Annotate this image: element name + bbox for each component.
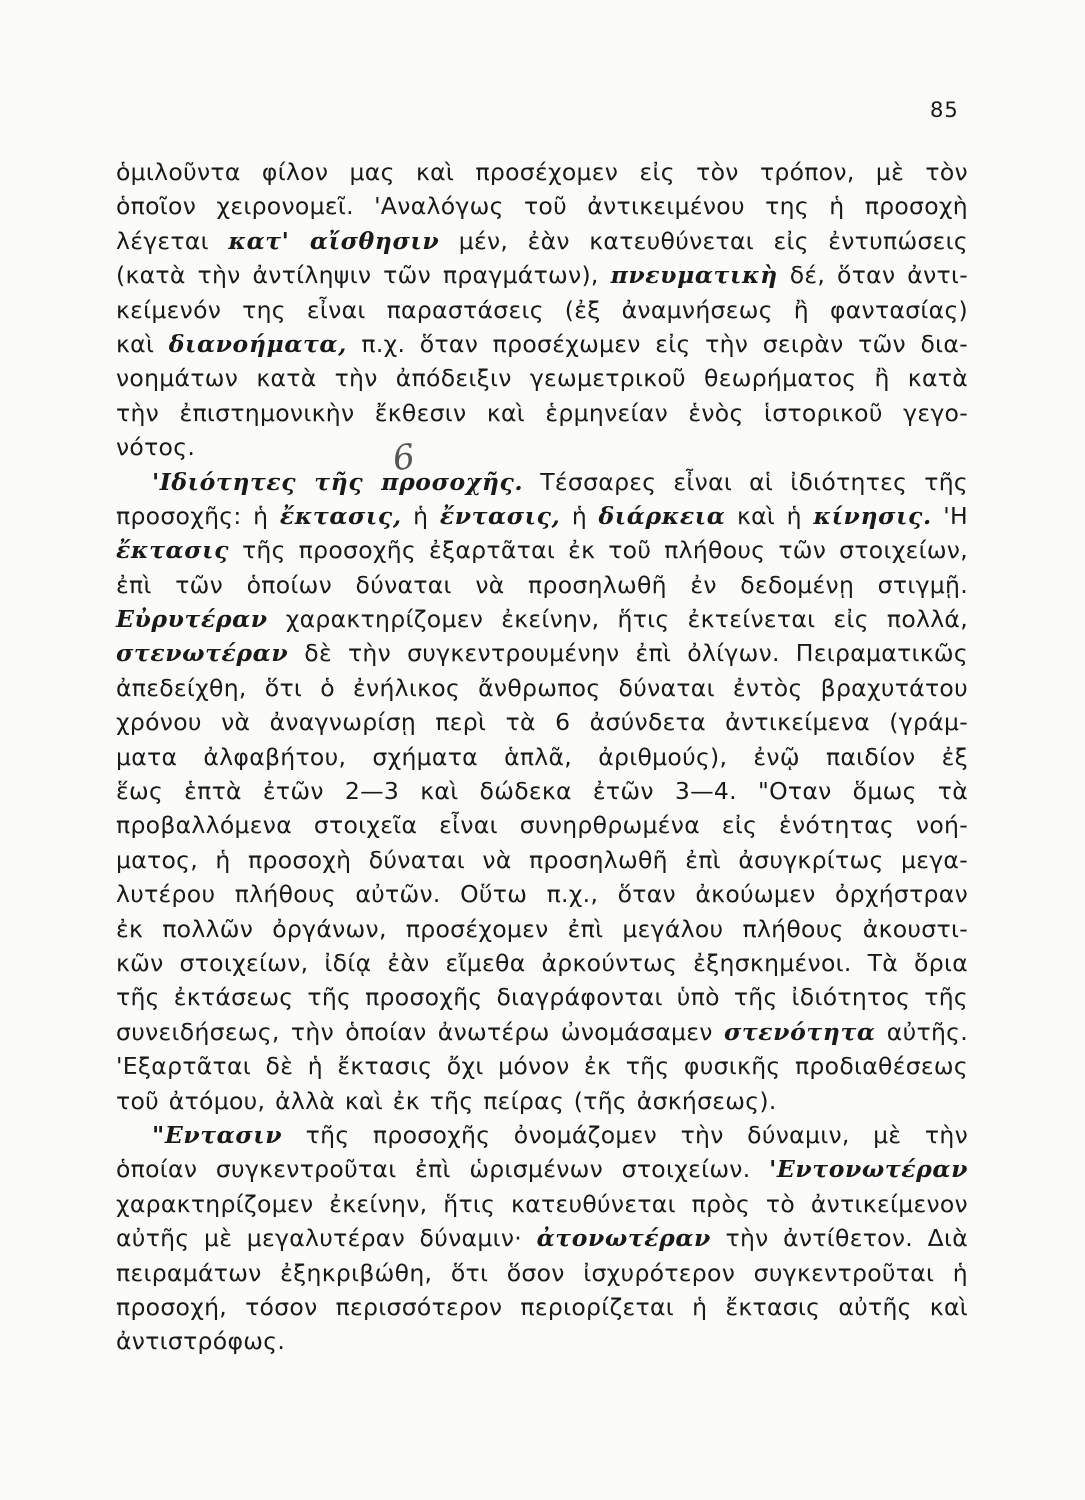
text-run: αὐτῆς. [875, 1017, 968, 1046]
text-run: μέν, ἐὰν κατευθύνεται εἰς ἐντυπώσεις [439, 226, 968, 255]
text-run: τὴν ἀντίθετον. Διὰ [710, 1224, 969, 1253]
text-line [116, 189, 968, 223]
text-run: αὐτῆς μὲ μεγαλυτέραν δύναμιν· [116, 1224, 537, 1253]
text-run: προσοχή, τόσον περισσότερον περιορίζεται ἡ ἔκτασις αὐτῆς καὶ [116, 1292, 968, 1321]
text-line [116, 465, 968, 499]
emphasized-term: "Εντασιν [152, 1120, 283, 1149]
text-line [116, 293, 968, 327]
text-run: ἀπεδείχθη, ὅτι ὁ ἐνήλικος ἄνθρωπος δύναται ἐντὸς βραχυτάτου [116, 673, 968, 702]
emphasized-term: κίνησις. [813, 501, 932, 530]
text-line [116, 602, 968, 636]
text-run: νότος. [116, 433, 196, 462]
text-line [116, 361, 968, 395]
text-run: τοῦ ἀτόμου, ἀλλὰ καὶ ἐκ τῆς πείρας (τῆς ἀσκήσεως). [116, 1086, 777, 1115]
text-run: Τέσσαρες εἶναι αἱ ἰδιότητες τῆς [523, 467, 969, 496]
text-run: τῆς προσοχῆς ὀνομάζομεν τὴν δύναμιν, μὲ τὴν [282, 1120, 968, 1149]
text-run: δὲ τὴν συγκεντρουμένην ἐπὶ ὀλίγων. Πειραματικῶς [288, 639, 968, 668]
text-run: ὁποίαν συγκεντροῦται ἐπὶ ὡρισμένων στοιχείων. [116, 1155, 770, 1184]
text-run: προβαλλόμενα στοιχεῖα εἶναι συνηρθρωμένα εἰς ἑνότητας νοή- [116, 811, 968, 840]
text-line [116, 1152, 968, 1186]
text-run: ὁμιλοῦντα φίλον μας καὶ προσέχομεν εἰς τὸν τρόπον, μὲ τὸν [116, 158, 968, 186]
emphasized-term: διανοήματα, [168, 329, 347, 358]
emphasized-term: κατ' αἴσθησιν [228, 226, 440, 255]
text-line [116, 912, 968, 946]
text-line [116, 499, 968, 533]
text-line [116, 671, 968, 705]
text-run: καὶ [116, 329, 169, 358]
text-run: ἐπὶ τῶν ὁποίων δύναται νὰ προσηλωθῆ ἐν δεδομένῃ στιγμῇ. [116, 570, 968, 599]
text-run: ὁποῖον χειρονομεῖ. 'Αναλόγως τοῦ ἀντικειμένου της ἡ προσοχὴ [116, 192, 968, 221]
text-run: δέ, ὅταν ἀντι- [777, 261, 968, 290]
emphasized-term: διάρκεια [598, 501, 726, 530]
text-line [116, 1221, 968, 1255]
text-line [116, 533, 968, 567]
emphasized-term: στενωτέραν [116, 639, 289, 668]
text-line [116, 980, 968, 1014]
text-line [116, 1049, 968, 1083]
text-run: (κατὰ τὴν ἀντίληψιν τῶν πραγμάτων), [116, 261, 611, 290]
emphasized-term: ἔκτασις, [279, 501, 402, 530]
text-run: προσοχῆς: ἡ [116, 501, 280, 530]
text-line [116, 877, 968, 911]
text-run: ματος, ἡ προσοχὴ δύναται νὰ προσηλωθῆ ἐπὶ ἀσυγκρίτως μεγα- [116, 845, 968, 874]
text-run: νοημάτων κατὰ τὴν ἀπόδειξιν γεωμετρικοῦ θεωρήματος ἢ κατὰ [116, 364, 968, 393]
text-run: καὶ ἡ [725, 501, 814, 530]
emphasized-term: 'Ιδιότητες τῆς προσοχῆς. [152, 467, 524, 496]
text-line [116, 1290, 968, 1324]
text-line [116, 636, 968, 670]
text-run: ἐκ πολλῶν ὀργάνων, προσέχομεν ἐπὶ μεγάλου πλήθους ἀκουστι- [116, 914, 968, 943]
text-line [116, 430, 968, 464]
text-line [116, 1015, 968, 1049]
text-line [116, 705, 968, 739]
text-run: τῆς ἐκτάσεως τῆς προσοχῆς διαγράφονται ὑπὸ τῆς ἰδιότητος τῆς [116, 983, 968, 1012]
emphasized-term: 'Εντονωτέραν [769, 1155, 968, 1184]
text-line [116, 808, 968, 842]
text-line [116, 1118, 968, 1152]
text-line [116, 1256, 968, 1290]
text-run: ματα ἀλφαβήτου, σχήματα ἁπλᾶ, ἀριθμούς), ἐνῷ παιδίον ἐξ [116, 742, 968, 771]
text-line [116, 396, 968, 430]
text-line [116, 327, 968, 361]
text-line [116, 774, 968, 808]
text-line [116, 1084, 968, 1118]
text-run: 'Η [931, 501, 968, 530]
text-line [116, 224, 968, 258]
emphasized-term: ἔκτασις [116, 536, 230, 565]
text-run: κῶν στοιχείων, ἰδίᾳ ἐὰν εἴμεθα ἀρκούντως ἐξησκημένοι. Τὰ ὅρια [116, 948, 968, 977]
text-run: κείμενόν της εἶναι παραστάσεις (ἐξ ἀναμνήσεως ἢ φαντασίας) [116, 295, 968, 324]
page-number: 85 [930, 98, 959, 122]
text-line [116, 946, 968, 980]
emphasized-term: Εὐρυτέραν [116, 605, 268, 634]
text-run: ἕως ἑπτὰ ἐτῶν 2—3 καὶ δώδεκα ἐτῶν 3—4. "Οταν ὅμως τὰ [116, 777, 968, 806]
text-run: ἡ [560, 501, 599, 530]
text-run: χαρακτηρίζομεν ἐκείνην, ἥτις ἐκτείνεται εἰς πολλά, [267, 605, 968, 634]
text-run: πειραμάτων ἐξηκριβώθη, ὅτι ὅσον ἰσχυρότερον συγκεντροῦται ἡ [116, 1258, 968, 1287]
emphasized-term: ἔντασις, [439, 501, 561, 530]
text-run: π.χ. ὅταν προσέχωμεν εἰς τὴν σειρὰν τῶν δια- [346, 329, 968, 358]
text-run: ἀντιστρόφως. [116, 1327, 286, 1356]
text-run: ἡ [401, 501, 440, 530]
text-line [116, 740, 968, 774]
text-run: λέγεται [116, 226, 229, 255]
text-run: χρόνου νὰ ἀναγνωρίσῃ περὶ τὰ 6 ἀσύνδετα ἀντικείμενα (γράμ- [116, 708, 968, 737]
handwritten-margin-note: 6 [390, 436, 418, 480]
text-line [116, 568, 968, 602]
text-run: συνειδήσεως, τὴν ὁποίαν ἀνωτέρω ὠνομάσαμεν [116, 1017, 724, 1046]
text-run: 'Εξαρτᾶται δὲ ἡ ἔκτασις ὄχι μόνον ἐκ τῆς φυσικῆς προδιαθέσεως [116, 1052, 968, 1081]
text-line [116, 1187, 968, 1221]
text-line [116, 155, 968, 189]
emphasized-term: στενότητα [723, 1017, 876, 1046]
emphasized-term: πνευματικὴ [610, 261, 778, 290]
text-run: λυτέρου πλήθους αὐτῶν. Οὕτω π.χ., ὅταν ἀκούωμεν ὀρχήστραν [116, 880, 968, 909]
text-run: χαρακτηρίζομεν ἐκείνην, ἥτις κατευθύνεται πρὸς τὸ ἀντικείμενον [116, 1189, 968, 1218]
text-run: τὴν ἐπιστημονικὴν ἔκθεσιν καὶ ἑρμηνείαν ἑνὸς ἱστορικοῦ γεγο- [116, 398, 968, 427]
text-line [116, 258, 968, 292]
emphasized-term: ἀτονωτέραν [536, 1224, 711, 1253]
text-run: τῆς προσοχῆς ἐξαρτᾶται ἐκ τοῦ πλήθους τῶν στοιχείων, [229, 536, 968, 565]
text-line [116, 1324, 968, 1358]
text-line [116, 843, 968, 877]
body-text [116, 155, 968, 1359]
